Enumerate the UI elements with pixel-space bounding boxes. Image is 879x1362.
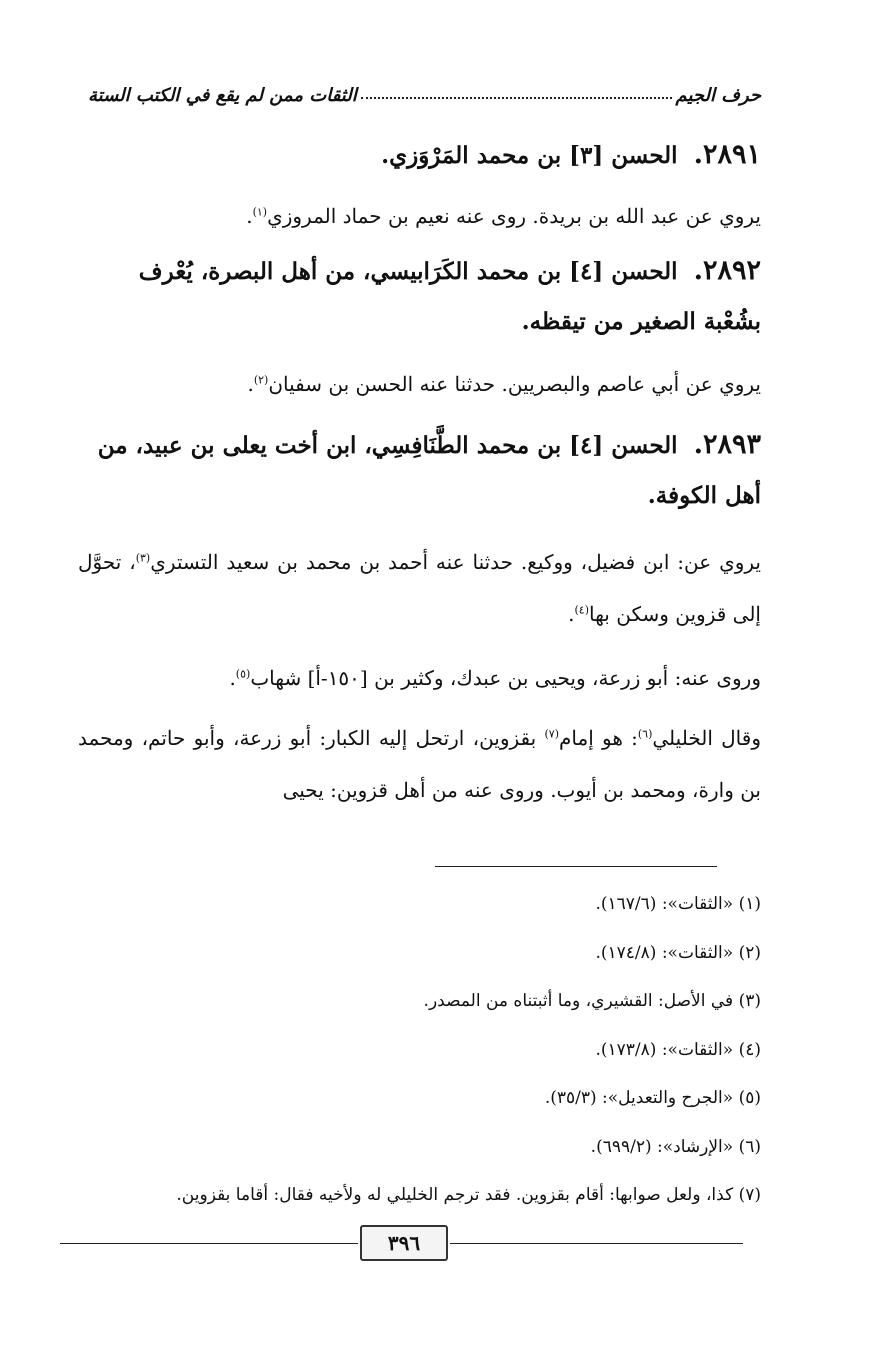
header-dots-divider	[361, 96, 672, 99]
paragraph: يروي عن أبي عاصم والبصريين. حدثنا عنه الحسن بن سفيان$^{(٢)}$.	[247, 372, 761, 396]
paragraph: يروي عن: ابن فضيل، ووكيع. حدثنا عنه أحمد بن محمد بن سعيد التستري$^{(٣)}$، تحوَّل إلى قزوين وسكن بها$^{(٤)}$.	[78, 550, 761, 626]
entry-heading: الحسن [٤] بن محمد الكَرَابيسي، من أهل البصرة، يُعْرف بشُعْبة الصغير من تيقظه.	[138, 258, 761, 335]
footnote-1: (١) «الثقات»: (١٦٧/٦).	[595, 894, 761, 914]
footnote-ref[interactable]: (٤)	[574, 603, 589, 617]
entry-number: ٢٨٩٣.	[693, 429, 761, 460]
entry-number: ٢٨٩٢.	[693, 255, 761, 286]
footnote-ref[interactable]: (٦)	[637, 727, 653, 741]
footnote-separator	[435, 866, 717, 867]
page-number: ٣٩٦	[360, 1225, 448, 1261]
footnote-ref[interactable]: (٣)	[135, 551, 151, 565]
entry-body-2893	[78, 536, 761, 816]
footnote-3: (٣) في الأصل: القشيري، وما أثبتناه من المصدر.	[423, 991, 761, 1011]
footnote-ref[interactable]: (٥)	[235, 667, 251, 681]
paragraph: يروي عن عبد الله بن بريدة. روى عنه نعيم بن حماد المروزي$^{(١)}$.	[246, 204, 761, 228]
footnote-4: (٤) «الثقات»: (١٧٣/٨).	[595, 1039, 761, 1060]
entry-heading: الحسن [٤] بن محمد الطَّنَافِسِي، ابن أخت يعلى بن عبيد، من أهل الكوفة.	[97, 432, 761, 509]
entry-number: ٢٨٩١.	[693, 139, 761, 170]
footnote-ref[interactable]: (١)	[252, 205, 268, 219]
header-book-title: الثقات ممن لم يقع في الكتب الستة	[88, 85, 357, 106]
footer-rule-right	[450, 1243, 743, 1244]
footer-rule-left	[60, 1243, 358, 1244]
footnotes	[80, 880, 761, 1220]
header-chapter: حرف الجيم	[675, 85, 761, 106]
footnote-7: (٧) كذا، ولعل صوابها: أقام بقزوين. فقد ترجم الخليلي له ولأخيه فقال: أقاما بقزوين.	[176, 1185, 761, 1205]
entry-title-2893	[78, 420, 761, 521]
footnote-6: (٦) «الإرشاد»: (٦٩٩/٢).	[590, 1136, 761, 1157]
running-header	[88, 72, 761, 106]
entry-body-2891	[160, 190, 761, 242]
entry-heading: الحسن [٣] بن محمد المَرْوَزي.	[381, 142, 678, 169]
page-footer	[60, 1225, 743, 1265]
entry-title-2891	[300, 130, 761, 181]
entry-body-2892	[160, 358, 761, 410]
paragraph: وقال الخليلي$^{(٦)}$: هو إمام$^{(٧)}$ بقزوين، ارتحل إليه الكبار: أبو زرعة، وأبو حاتم، ومحمد بن وارة، ومحمد بن أيوب. وروى عنه من أهل قزوين: يحيى	[78, 726, 761, 802]
footnote-ref[interactable]: (٧)	[544, 727, 559, 741]
footnote-2: (٢) «الثقات»: (١٧٤/٨).	[595, 942, 761, 963]
footnote-5: (٥) «الجرح والتعديل»: (٣٥/٣).	[544, 1088, 761, 1108]
footnote-ref[interactable]: (٢)	[253, 373, 269, 387]
paragraph: وروى عنه: أبو زرعة، ويحيى بن عبدك، وكثير بن [١٥٠-أ] شهاب$^{(٥)}$.	[229, 666, 761, 690]
entry-title-2892	[78, 246, 761, 347]
